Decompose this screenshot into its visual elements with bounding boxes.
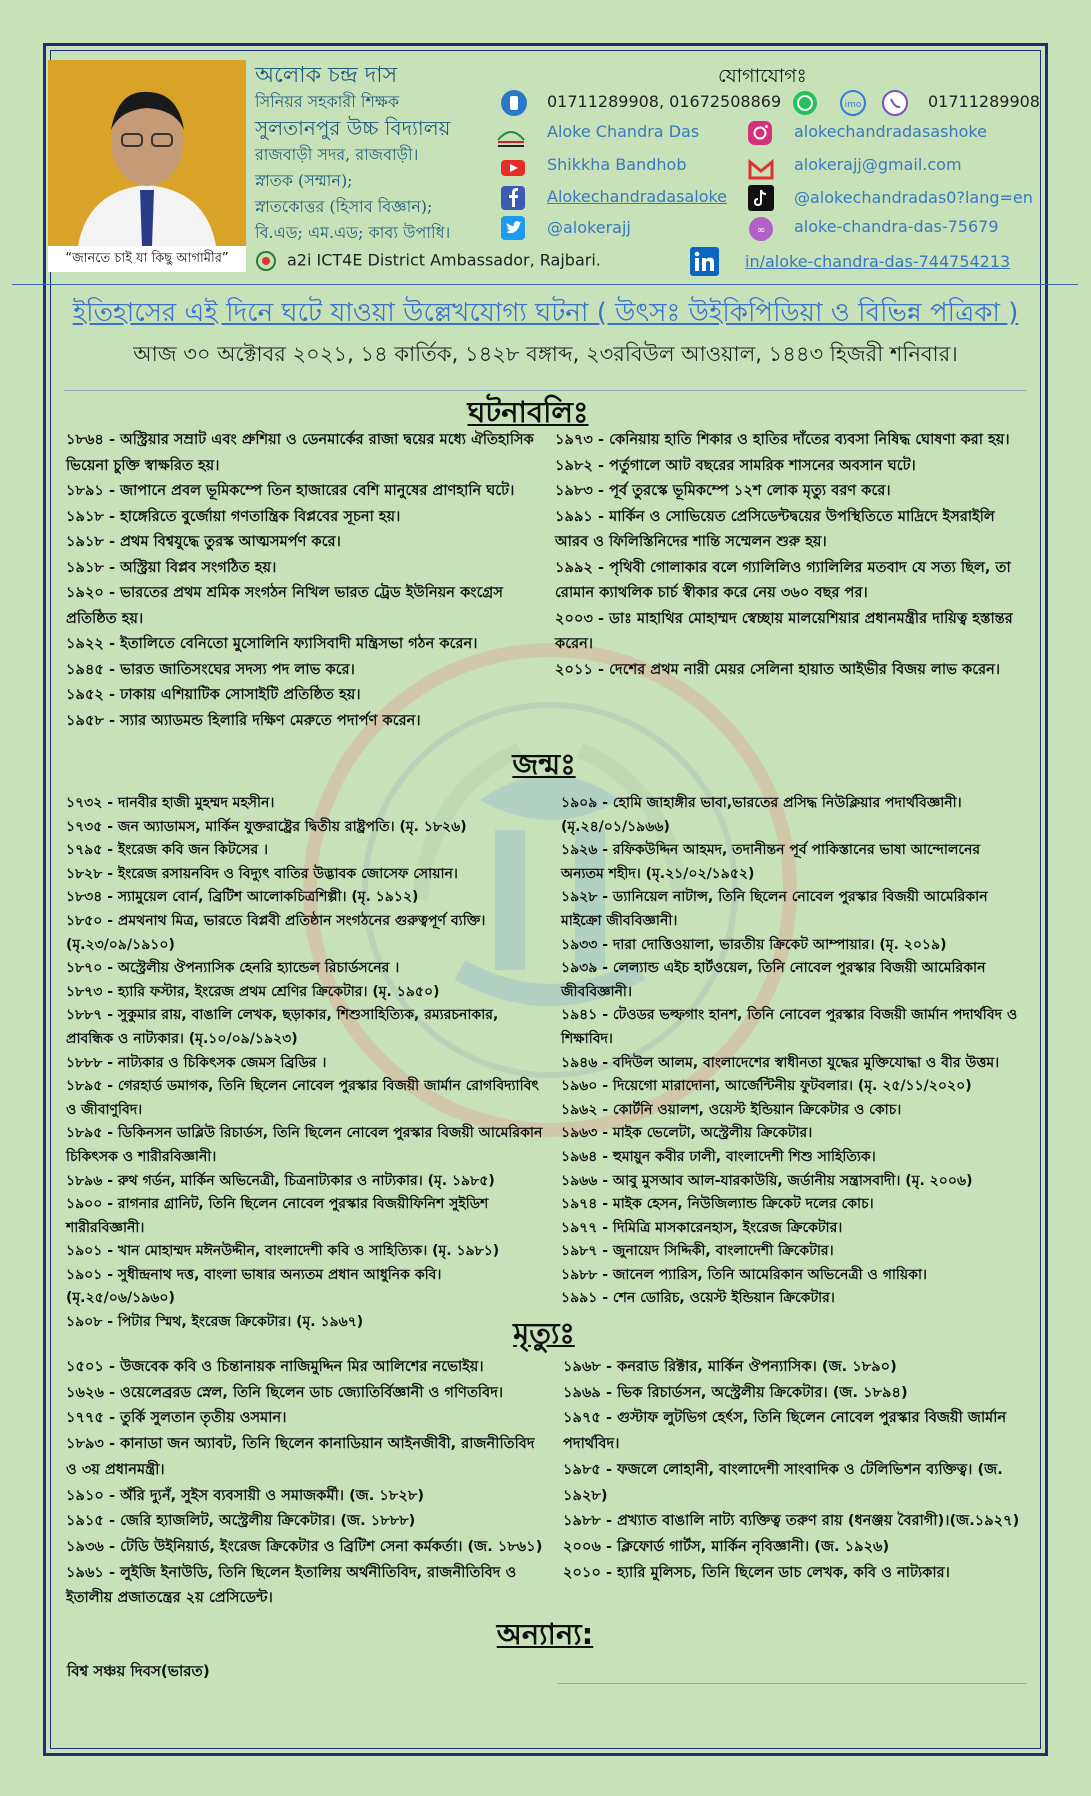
list-item: ১৯৭৩ - কেনিয়ায় হাতি শিকার ও হাতির দাঁতের ব্যবসা নিষিদ্ধ ঘোষণা করা হয়। <box>555 431 1010 448</box>
linkedin-link[interactable]: in/aloke-chandra-das-744754213 <box>745 252 1011 271</box>
youtube-link[interactable]: Shikkha Bandhob <box>547 155 687 174</box>
list-item: ১৮৯৫ - গেরহার্ড ডমাগক, তিনি ছিলেন নোবেল পুরস্কার বিজয়ী জার্মান রোগবিদ্যাবিৎ ও জীবাণুবিদ। <box>66 1078 539 1118</box>
tiktok-icon[interactable] <box>747 184 775 212</box>
list-item: ২০০৩ - ডাঃ মাহাথির মোহাম্মদ স্বেচ্ছায় মালয়েশিয়ার প্রধানমন্ত্রীর দায়িত্ব হস্তান্তর করেন। <box>555 609 1013 652</box>
list-item: ১৬২৬ - ওয়েলেব্ররড স্নেল, তিনি ছিলেন ডাচ জ্যোতির্বিজ্ঞানী ও গণিতবিদ। <box>66 1383 504 1401</box>
list-item: ১৮৩৪ - স্যামুয়েল বোর্ন, ব্রিটিশ আলোকচিত্রশিল্পী। (মৃ. ১৯১২) <box>66 889 419 906</box>
header-divider <box>12 284 1078 285</box>
list-item: ১৯১০ - অঁরি দ্যুনঁ, সুইস ব্যবসায়ী ও সমাজকর্মী। (জ. ১৮২৮) <box>66 1486 424 1504</box>
facebook-icon[interactable] <box>500 185 526 211</box>
list-item: ১৯০৯ - হোমি জাহাঙ্গীর ভাবা,ভারতের প্রসিদ্ধ নিউক্লিয়ার পদার্থবিজ্ঞানী।(মৃ.২৪/০১/১৯৬৬) <box>561 795 962 835</box>
viber-icon[interactable] <box>882 90 908 116</box>
list-item: ১৯৪৫ - ভারত জাতিসংঘের সদস্য পদ লাভ করে। <box>66 660 355 678</box>
list-item: ১৯৯১ - মার্কিন ও সোভিয়েত প্রেসিডেন্টদ্বয়ের উপস্থিতিতে মাদ্রিদে ইসরাইলি আরব ও ফিলিস্তিনিদের শান্তি সম্মেলন শুরু হয়। <box>555 507 995 550</box>
list-item: ১৮৯৫ - ডিকিনসন ডাব্লিউ রিচার্ডস, তিনি ছিলেন নোবেল পুরস্কার বিজয়ী আমেরিকান চিকিৎসক ও শারীরবিজ্ঞানী। <box>66 1125 543 1165</box>
shikkhok-batayon-icon <box>494 122 528 148</box>
whatsapp-icon[interactable] <box>792 90 818 116</box>
list-item: ১৯৮৮ - প্রখ্যাত বাঙালি নাট্য ব্যক্তিত্ব তরুণ রায় (ধনঞ্জয় বৈরাগী)।(জ.১৯২৭) <box>563 1512 1020 1530</box>
shikkhok-batayon-link[interactable]: Aloke Chandra Das <box>547 122 700 141</box>
contact-title: যোগাযোগঃ <box>718 65 807 87</box>
list-item: ১৯৭৪ - মাইক হেসন, নিউজিল্যান্ড ক্রিকেট দলের কোচ। <box>561 1196 874 1213</box>
profile-link[interactable]: aloke-chandra-das-75679 <box>794 217 999 236</box>
address: রাজবাড়ী সদর, রাজবাড়ী। <box>255 145 419 164</box>
tiktok-link[interactable]: @alokechandradas0?lang=en <box>794 188 1033 207</box>
list-item: ১৭৯৫ - ইংরেজ কবি জন কিটসের । <box>66 842 269 859</box>
list-item: ১৯৬৯ - ভিক রিচার্ডসন, অস্ট্রেলীয় ক্রিকেটার। (জ. ১৮৯৪) <box>563 1383 908 1401</box>
list-item: ১৯৩৬ - টেডি উইনিয়ার্ড, ইংরেজ ক্রিকেটার ও ব্রিটিশ সেনা কর্মকর্তা। (জ. ১৮৬১) <box>66 1537 543 1555</box>
list-item: ১৯৫৮ - স্যার অ্যাডমন্ড হিলারি দক্ষিণ মেরুতে পদার্পণ করেন। <box>66 711 421 729</box>
deaths-heading: মৃত্যুঃ <box>513 1316 575 1350</box>
list-item: ১৯৯২ - পৃথিবী গোলাকার বলে গ্যালিলিও গ্যালিলির মতবাদ যে সত্য ছিল, তা রোমান ক্যাথলিক চার্চ স্বীকার করে নেয় ৩৬০ বছর পর। <box>555 558 1011 601</box>
list-item: ১৮৭৩ - হ্যারি ফস্টার, ইংরেজ প্রথম শ্রেণির ক্রিকেটার। (মৃ. ১৯৫০) <box>66 983 440 1000</box>
births-right-column <box>561 792 1027 1311</box>
designation: সিনিয়র সহকারী শিক্ষক <box>255 92 400 111</box>
link-icon[interactable] <box>748 216 774 242</box>
list-item: ১৮২৮ - ইংরেজ রসায়নবিদ ও বিদ্যুৎ বাতির উদ্ভাবক জোসেফ সোয়ান। <box>66 865 458 882</box>
list-item: ১৯৮৮ - জানেল প্যারিস, তিনি আমেরিকান অভিনেত্রী ও গায়িকা। <box>561 1266 928 1283</box>
list-item: ১৯৮৭ - জুনায়েদ সিদ্দিকী, বাংলাদেশী ক্রিকেটার। <box>561 1243 834 1260</box>
page-title: ইতিহাসের এই দিনে ঘটে যাওয়া উল্লেখযোগ্য ঘটনা ( উৎসঃ উইকিপিডিয়া ও বিভিন্ন পত্রিকা ) <box>72 298 1019 328</box>
svg-text:∞: ∞ <box>756 225 766 236</box>
events-heading: ঘটনাবলিঃ <box>467 395 589 429</box>
list-item: ১৯৩৩ - দারা দোত্তিওয়ালা, ভারতীয় ক্রিকেট আম্পায়ার। (মৃ. ২০১৯) <box>561 936 947 953</box>
list-item: ২০০৬ - ক্লিফোর্ড গার্টস, মার্কিন নৃবিজ্ঞানী। (জ. ১৯২৬) <box>563 1537 890 1555</box>
list-item: ১৯১৮ - প্রথম বিশ্বযুদ্ধে তুরস্ক আত্মসমর্পণ করে। <box>66 533 341 550</box>
list-item: ১৯৬৪ - হুমায়ুন কবীর ঢালী, বাংলাদেশী শিশু সাহিত্যিক। <box>561 1148 876 1165</box>
list-item: ১৯৮২ - পর্তুগালে আট বছরের সামরিক শাসনের অবসান ঘটে। <box>555 456 916 474</box>
ambassador-line <box>255 250 601 272</box>
list-item: ১৯৪৬ - বদিউল আলম, বাংলাদেশের স্বাধীনতা যুদ্ধের মুক্তিযোদ্ধা ও বীর উত্তম। <box>561 1054 1000 1071</box>
births-heading: জন্মঃ <box>512 747 576 781</box>
instagram-link[interactable]: alokechandradasashoke <box>794 122 987 141</box>
list-item: ১৯৯১ - শেন ডোরিচ, ওয়েস্ট ইন্ডিয়ান ক্রিকেটার। <box>561 1290 835 1307</box>
twitter-icon[interactable] <box>500 215 526 241</box>
events-right-column <box>555 427 1025 682</box>
list-item: ১৯১৫ - জেরি হ্যাজলিট, অস্ট্রেলীয় ক্রিকেটার। (জ. ১৮৮৮) <box>66 1512 416 1530</box>
others-divider <box>558 1683 1026 1684</box>
list-item: ১৯৬১ - লুইজি ইনাউডি, তিনি ছিলেন ইতালিয় অর্থনীতিবিদ, রাজনীতিবিদ ও ইতালীয় প্রজাতন্ত্রের ২য় প্রেসিডেন্ট। <box>66 1563 517 1607</box>
list-item: ১৯৭৫ - গুস্টাফ লুটভিগ হের্ৎস, তিনি ছিলেন নোবেল পুরস্কার বিজয়ী জার্মান পদার্থবিদ। <box>563 1409 1007 1453</box>
list-item: ১৯০৮ - পিটার স্মিথ, ইংরেজ ক্রিকেটার। (মৃ. ১৯৬৭) <box>66 1314 364 1331</box>
list-item: ২০১১ - দেশের প্রথম নারী মেয়র সেলিনা হায়াত আইভীর বিজয় লাভ করেন। <box>555 660 1001 678</box>
twitter-link[interactable]: @alokerajj <box>547 218 631 237</box>
imo-icon[interactable] <box>840 90 866 116</box>
teacher-info <box>255 62 495 246</box>
qualification-3: বি.এড; এম.এড; কাব্য উপাধি। <box>255 223 451 242</box>
list-item: ১৯১৮ - অস্ট্রিয়া বিপ্লব সংগঠিত হয়। <box>66 558 277 576</box>
list-item: ১৮৯৬ - রুথ গর্ডন, মার্কিন অভিনেত্রী, চিত্রনাট্যকার ও নাট্যকার। (মৃ. ১৯৮৫) <box>66 1172 495 1189</box>
list-item: ১৯২৮ - ড্যানিয়েল নাটান্স, তিনি ছিলেন নোবেল পুরস্কার বিজয়ী আমেরিকান মাইক্রো জীববিজ্ঞানী। <box>561 889 988 929</box>
list-item: ২০১০ - হ্যারি মুলিসচ, তিনি ছিলেন ডাচ লেখক, কবি ও নাট্যকার। <box>563 1563 950 1581</box>
list-item: ১৮৯১ - জাপানে প্রবল ভূমিকম্পে তিন হাজারের বেশি মানুষের প্রাণহানি ঘটে। <box>66 482 515 499</box>
list-item: ১৯৫২ - ঢাকায় এশিয়াটিক সোসাইটি প্রতিষ্ঠিত হয়। <box>66 686 361 703</box>
phone-numbers: 01711289908, 01672508869 <box>547 92 782 111</box>
messaging-number: 01711289908 <box>928 92 1040 111</box>
list-item: ১৮৬৪ - অস্ট্রিয়ার সম্রাট এবং প্রুশিয়া ও ডেনমার্কের রাজা দ্বয়ের মধ্যে ঐতিহাসিক ভিয়েনা চুক্তি স্বাক্ষরিত হয়। <box>66 431 534 474</box>
others-heading: অন্যান্য: <box>496 1617 594 1651</box>
youtube-icon[interactable] <box>500 155 526 181</box>
list-item: ১৯০১ - সুধীন্দ্রনাথ দত্ত, বাংলা ভাষার অন্যতম প্রধান আধুনিক কবি। (মৃ.২৫/০৬/১৯৬০) <box>66 1266 442 1307</box>
qualification-2: স্নাতকোত্তর (হিসাব বিজ্ঞান); <box>255 197 433 216</box>
list-item: ১৯৩৯ - লেল্যান্ড এইচ হার্টওয়েল, তিনি নোবেল পুরস্কার বিজয়ী আমেরিকান জীববিজ্ঞানী। <box>561 960 986 1000</box>
linkedin-icon[interactable] <box>690 247 719 276</box>
profile-photo <box>48 60 246 246</box>
events-left-column <box>66 427 536 733</box>
facebook-link[interactable]: Alokechandradasaloke <box>547 187 728 206</box>
list-item: ১৯৭৭ - দিমিত্রি মাসকারেনহাস, ইংরেজ ক্রিকেটার। <box>561 1219 843 1236</box>
gmail-icon[interactable] <box>748 156 774 182</box>
qualification-1: স্নাতক (সম্মান); <box>255 171 353 190</box>
email-link[interactable]: alokerajj@gmail.com <box>794 155 962 174</box>
list-item: ১৯৮৩ - পূর্ব তুরস্কে ভূমিকম্পে ১২শ লোক মৃত্যু বরণ করে। <box>555 482 891 499</box>
list-item: ১৭৩৫ - জন অ্যাডামস, মার্কিন যুক্তরাষ্ট্রের দ্বিতীয় রাষ্ট্রপতি। (মৃ. ১৮২৬) <box>66 818 467 835</box>
list-item: ১৭৩২ - দানবীর হাজী মুহম্মদ মহসীন। <box>66 795 275 811</box>
ambassador-text: a2i ICT4E District Ambassador, Rajbari. <box>287 250 601 270</box>
list-item: ১৯৬৮ - কনরাড রিক্টার, মার্কিন ঔপন্যাসিক। (জ. ১৮৯০) <box>563 1358 897 1375</box>
list-item: ১৯১৮ - হাঙ্গেরিতে বুর্জোয়া গণতান্ত্রিক বিপ্লবের সূচনা হয়। <box>66 507 401 525</box>
list-item: ১৯২০ - ভারতের প্রথম শ্রমিক সংগঠন নিখিল ভারত ট্রেড ইউনিয়ন কংগ্রেস প্রতিষ্ঠিত হয়। <box>66 584 504 627</box>
list-item: ১৮৯৩ - কানাডা জন অ্যাবট, তিনি ছিলেন কানাডিয়ান আইনজীবী, রাজনীতিবিদ ও ৩য় প্রধানমন্ত্রী। <box>66 1435 535 1478</box>
list-item: ১৮৮৮ - নাট্যকার ও চিকিৎসক জেমস ব্রিডির । <box>66 1054 327 1071</box>
a2i-logo-icon <box>255 250 277 272</box>
list-item: ১৯৮৫ - ফজলে লোহানী, বাংলাদেশী সাংবাদিক ও টেলিভিশন ব্যক্তিত্ব। (জ. ১৯২৮) <box>563 1460 1003 1504</box>
teacher-name: অলোক চন্দ্র দাস <box>255 63 398 88</box>
instagram-icon[interactable] <box>747 120 773 146</box>
svg-text:imo: imo <box>844 100 862 110</box>
list-item: ১৯৬০ - দিয়েগো মারাদোনা, আর্জেন্টিনীয় ফুটবলার। (মৃ. ২৫/১১/২০২০) <box>561 1078 972 1095</box>
list-item: ১৯০১ - খান মোহাম্মদ মঈনউদ্দীন, বাংলাদেশী কবি ও সাহিত্যিক। (মৃ. ১৯৮১) <box>66 1243 500 1260</box>
list-item: ১৯৪১ - টেওডর ভল্ফগাং হানশ, তিনি নোবেল পুরস্কার বিজয়ী জার্মান পদার্থবিদ ও শিক্ষাবিদ। <box>561 1007 1018 1047</box>
list-item: ১৮৫০ - প্রমথনাথ মিত্র, ভারতে বিপ্লবী প্রতিষ্ঠান সংগঠনের গুরুত্বপূর্ণ ব্যক্তি। (মৃ.২৩/০৯/১৯১০) <box>66 912 486 953</box>
list-item: ১৯৬২ - কোর্টনি ওয়ালশ, ওয়েস্ট ইন্ডিয়ান ক্রিকেটার ও কোচ। <box>561 1101 902 1118</box>
births-left-column <box>66 792 544 1335</box>
list-item: বিশ্ব সঞ্চয় দিবস(ভারত) <box>67 1662 210 1680</box>
phone-icon <box>501 90 527 116</box>
list-item: ১৯৬৬ - আবু মুসআব আল-যারকাউয়ি, জর্ডানীয় সন্ত্রাসবাদী। (মৃ. ২০০৬) <box>561 1172 973 1189</box>
list-item: ১৯২২ - ইতালিতে বেনিতো মুসোলিনি ফ্যাসিবাদী মন্ত্রিসভা গঠন করেন। <box>66 635 478 652</box>
list-item: ১৭৭৫ - তুর্কি সুলতান তৃতীয় ওসমান। <box>66 1409 287 1427</box>
list-item: ১৫০১ - উজবেক কবি ও চিন্তানায়ক নাজিমুদ্দিন মির আলিশের নভোইয়। <box>66 1358 484 1375</box>
list-item: ১৯৬৩ - মাইক ভেলেটা, অস্ট্রেলীয় ক্রিকেটার। <box>561 1125 813 1142</box>
deaths-right-column <box>563 1354 1027 1585</box>
list-item: ১৮৭০ - অস্ট্রেলীয় ঔপন্যাসিক হেনরি হ্যান্ডেল রিচার্ডসনের । <box>66 960 400 977</box>
photo-caption: “জানতে চাই যা কিছু আগামীর” <box>48 246 246 272</box>
school-name: সুলতানপুর উচ্চ বিদ্যালয় <box>255 116 451 140</box>
list-item: ১৯০০ - রাগনার গ্রানিট, তিনি ছিলেন নোবেল পুরস্কার বিজয়ীফিনিশ সুইডিশ শারীরবিজ্ঞানী। <box>66 1196 489 1236</box>
deaths-left-column <box>66 1354 546 1611</box>
date-line: আজ ৩০ অক্টোবর ২০২১, ১৪ কার্তিক, ১৪২৮ বঙ্গাব্দ, ২৩রবিউল আওয়াল, ১৪৪৩ হিজরী শনিবার। <box>133 342 958 366</box>
list-item: ১৯২৬ - রফিকউদ্দিন আহমদ, তদানীন্তন পূর্ব পাকিস্তানের ভাষা আন্দোলনের অন্যতম শহীদ। (মৃ.২১/০২/১৯৫২) <box>561 842 981 882</box>
list-item: ১৮৮৭ - সুকুমার রায়, বাঙালি লেখক, ছড়াকার, শিশুসাহিত্যিক, রম্যরচনাকার, প্রাবন্ধিক ও নাট্যকার। (মৃ.১০/০৯/১৯২৩) <box>66 1007 499 1047</box>
